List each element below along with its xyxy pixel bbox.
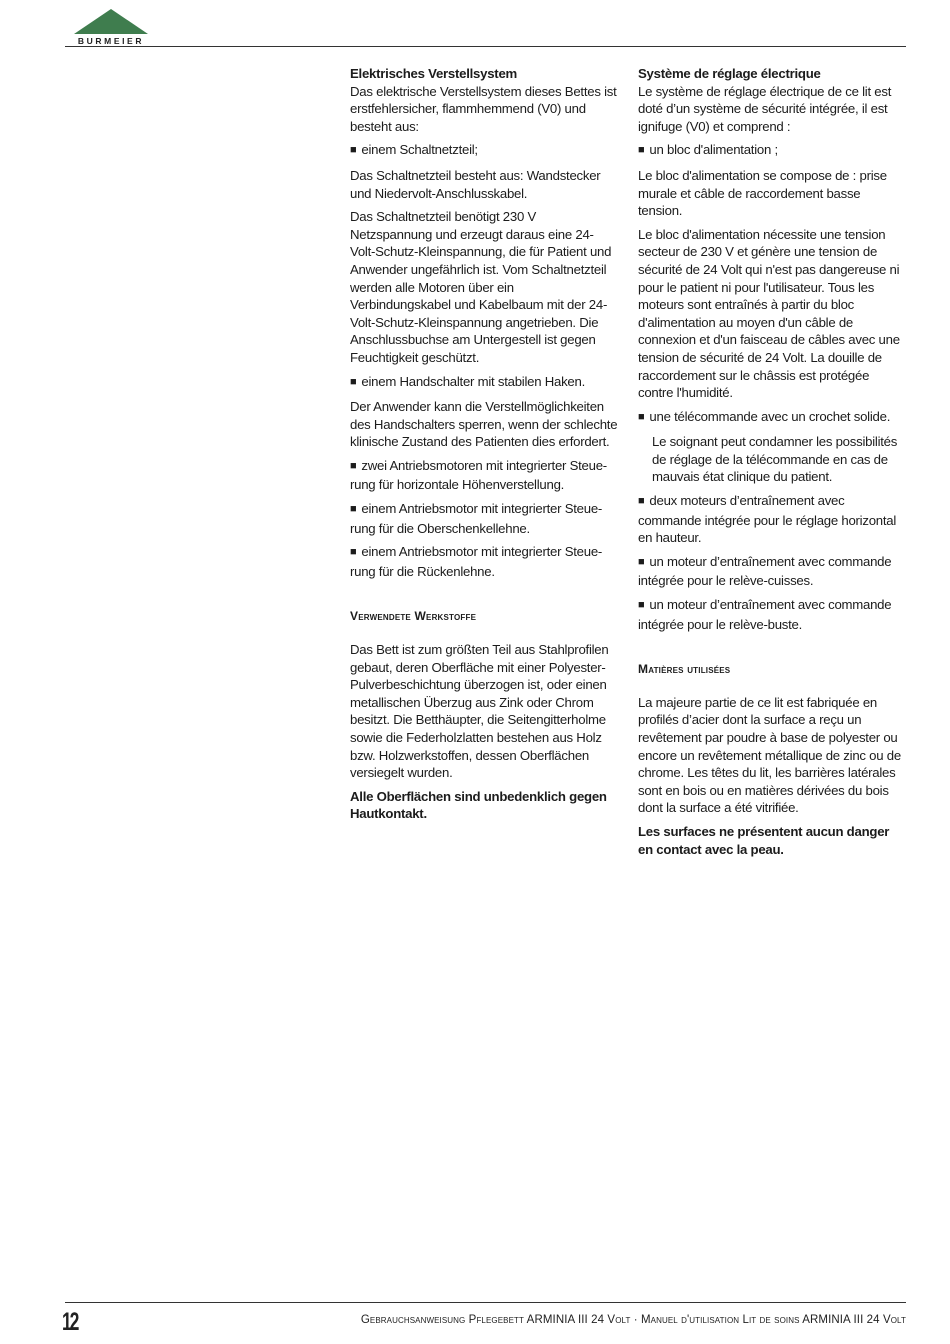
fr-intro: Le système de réglage électrique de ce lit est doté d’un système de sécurité intégrée, il est ignifuge (V0) et comprend : [638, 83, 892, 134]
fr-materials-note: Les surfaces ne présentent aucun danger en contact avec la peau. [638, 823, 890, 857]
de-paragraph: Das Schaltnetzteil benötigt 230 V Netzspannung und erzeugt daraus eine 24-Volt-Schutz-Kleinspannung, die für Patient und Anwender ungefährlich ist. Vom Schaltnetzteil werden alle Motoren über ein Verbindungskabel und Kabelbaum mit der 24-Volt-Schutz-Kleinspannung angetrieben. Die Anschlussbuchse am Untergestell ist gegen Feuchtigkeit geschützt. [350, 209, 612, 365]
fr-bullet-thigh-motor: ■ un moteur d’entraînement avec commande intégrée pour le relève-cuisses. [638, 553, 906, 590]
footer-text: Gebrauchsanweisung Pflegebett ARMINIA III 24 Volt · Manuel d'utilisation Lit de soins ARMINIA III 24 Volt [360, 1314, 906, 1326]
fr-bullet-motors: ■ deux moteurs d’entraînement avec commande intégrée pour le réglage horizontal en hauteur. [638, 492, 906, 547]
fr-bullet-back-motor: ■ un moteur d’entraînement avec commande intégrée pour le relève-buste. [638, 596, 906, 633]
fr-paragraph: Le bloc d'alimentation nécessite une tension secteur de 230 V et génère une tension de sécurité de 24 Volt qui n'est pas dangereuse ni pour le patient ni pour l'utilisateur. Tous les moteurs sont entraînés à partir du bloc d'alimentation au moyen d'un câble de connexion et d'un faisceau de câbles avec une tension de sécurité de 24 Volt. La douille de raccordement sur le châssis est protégée contre l'humidité. [638, 226, 900, 401]
footer-rule [65, 1302, 906, 1303]
logo-text: BURMEIER [77, 36, 145, 46]
de-bullet-thigh-motor: ■ einem Antriebsmotor mit integrierter Steuerung für die Oberschenkellehne. [350, 500, 618, 537]
de-bullet-motors: ■ zwei Antriebsmotoren mit integrierter Steuerung für horizontale Höhenverstellung. [350, 457, 618, 494]
german-column [350, 65, 618, 829]
french-column [638, 65, 906, 864]
de-section-title: Elektrisches Verstellsystem [350, 66, 517, 81]
de-materials-text: Das Bett ist zum größten Teil aus Stahlprofilen gebaut, deren Oberfläche mit einer Polyester-Pulverbeschichtung überzogen ist, oder einen metallischen Überzug aus Zink oder Chrom besitzt. Die Betthäupter, die Seitengitterholme sowie die Federholzlatten bestehen aus Holz bzw. Holzwerkstoffen, dessen Oberflächen versiegelt wurden. [350, 642, 609, 781]
de-paragraph: Das Schaltnetzteil besteht aus: Wandstecker und Niedervolt-Anschlusskabel. [350, 167, 601, 201]
fr-bullet-remote: ■ une télécommande avec un crochet solide. [638, 408, 906, 428]
fr-bullet-power-supply: ■ un bloc d'alimentation ; [638, 141, 906, 161]
fr-materials-text: La majeure partie de ce lit est fabriquée en profilés d’acier dont la surface a reçu un revêtement par poudre à base de polyester ou encore un revêtement métallique de zinc ou de chrome. Les têtes du lit, les barrières latérales sont en bois ou en matières dérivées du bois dont la surface a été vitrifiée. [638, 694, 901, 816]
page-number: 12 [62, 1308, 78, 1336]
de-paragraph: Der Anwender kann die Verstellmöglichkeiten des Handschalters sperren, wenn der schlechte klinische Zustand des Patienten dies erfordert. [350, 399, 618, 450]
burmeier-logo [68, 8, 154, 48]
fr-section-title: Système de réglage électrique [638, 66, 821, 81]
fr-paragraph: Le bloc d'alimentation se compose de : prise murale et câble de raccordement basse tension. [638, 167, 887, 219]
de-bullet-hand-switch: ■ einem Handschalter mit stabilen Haken. [350, 373, 618, 393]
fr-paragraph: Le soignant peut condamner les possibilités de réglage de la télécommande en cas de mauvais état clinique du patient. [652, 434, 898, 485]
header-rule [65, 46, 906, 47]
logo-roof-icon [68, 8, 154, 36]
de-bullet-back-motor: ■ einem Antriebsmotor mit integrierter Steuerung für die Rückenlehne. [350, 543, 618, 580]
de-intro: Das elektrische Verstellsystem dieses Bettes ist erstfehlersicher, flammhemmend (V0) und besteht aus: [350, 83, 617, 134]
de-materials-heading: Verwendete Werkstoffe [350, 609, 477, 624]
de-bullet-power-supply: ■ einem Schaltnetzteil; [350, 141, 618, 161]
de-materials-note: Alle Oberflächen sind unbedenklich gegen Hautkontakt. [350, 788, 607, 822]
fr-materials-heading: Matières utilisées [638, 662, 731, 677]
